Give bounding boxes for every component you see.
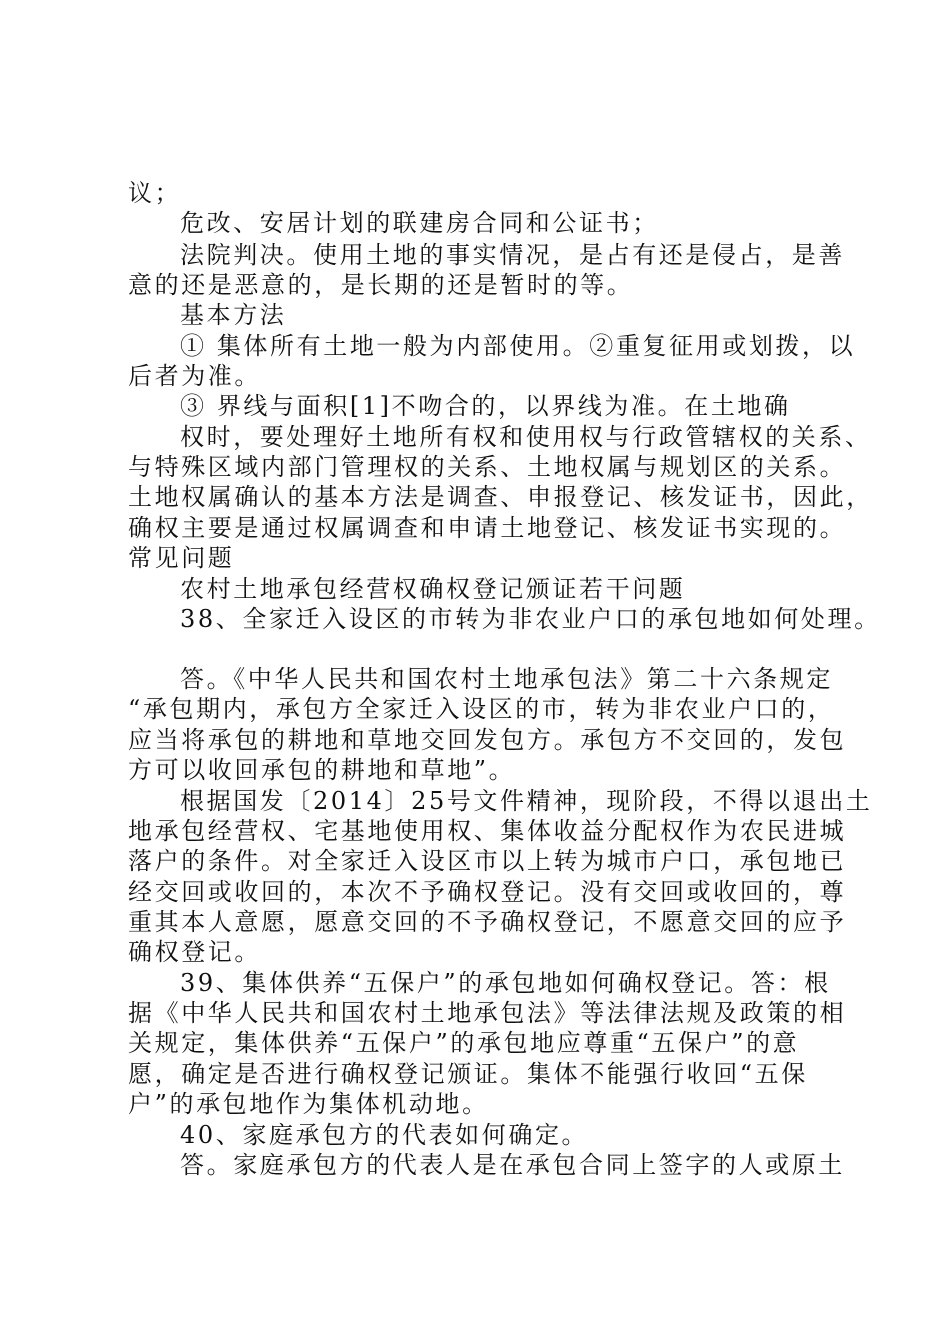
- text-line: ③ 界线与面积[1]不吻合的，以界线为准。在土地确: [180, 392, 791, 420]
- text-line: 重其本人意愿，愿意交回的不予确权登记，不愿意交回的应予: [128, 908, 847, 936]
- text-line: 落户的条件。对全家迁入设区市以上转为城市户口，承包地已: [128, 847, 847, 875]
- text-line: 地承包经营权、宅基地使用权、集体收益分配权作为农民进城: [128, 817, 847, 845]
- section-heading: 常见问题: [128, 544, 235, 572]
- answer-line: 答。《中华人民共和国农村土地承包法》第二十六条规定: [180, 665, 833, 693]
- question-line: 38、全家迁入设区的市转为非农业户口的承包地如何处理。: [180, 605, 881, 633]
- text-line: 危改、安居计划的联建房合同和公证书；: [180, 209, 659, 237]
- text-line: 后者为准。: [128, 362, 261, 390]
- text-line: 土地权属确认的基本方法是调查、申报登记、核发证书，因此，: [128, 483, 873, 511]
- text-line: 据《中华人民共和国农村土地承包法》等法律法规及政策的相: [128, 999, 847, 1027]
- text-line: 确权主要是通过权属调查和申请土地登记、核发证书实现的。: [128, 514, 847, 542]
- text-line: 意的还是恶意的，是长期的还是暂时的等。: [128, 271, 634, 299]
- text-line: 确权登记。: [128, 938, 261, 966]
- text-line: 法院判决。使用土地的事实情况，是占有还是侵占，是善: [180, 241, 845, 269]
- subsection-heading: 农村土地承包经营权确权登记颁证若干问题: [180, 575, 686, 603]
- text-line: 根据国发〔2014〕25号文件精神，现阶段，不得以退出土: [180, 787, 873, 815]
- text-line: 与特殊区域内部门管理权的关系、土地权属与规划区的关系。: [128, 453, 847, 481]
- text-line: 户”的承包地作为集体机动地。: [128, 1090, 489, 1118]
- answer-line: 答。家庭承包方的代表人是在承包合同上签字的人或原土: [180, 1151, 845, 1179]
- text-line: 权时，要处理好土地所有权和使用权与行政管辖权的关系、: [180, 423, 872, 451]
- text-line: 应当将承包的耕地和草地交回发包方。承包方不交回的，发包: [128, 726, 847, 754]
- text-line: 愿，确定是否进行确权登记颁证。集体不能强行收回“五保: [128, 1060, 808, 1088]
- question-line: 40、家庭承包方的代表如何确定。: [180, 1121, 589, 1149]
- text-line: “承包期内，承包方全家迁入设区的市，转为非农业户口的，: [128, 695, 835, 723]
- text-line: ① 集体所有土地一般为内部使用。②重复征用或划拨，以: [180, 332, 856, 360]
- question-line: 39、集体供养“五保户”的承包地如何确权登记。答：根: [180, 969, 831, 997]
- section-heading: 基本方法: [180, 301, 287, 329]
- text-line: 议；: [128, 179, 182, 207]
- text-line: 经交回或收回的，本次不予确权登记。没有交回或收回的，尊: [128, 878, 847, 906]
- text-line: 方可以收回承包的耕地和草地”。: [128, 756, 516, 784]
- text-line: 关规定，集体供养“五保户”的承包地应尊重“五保户”的意: [128, 1029, 800, 1057]
